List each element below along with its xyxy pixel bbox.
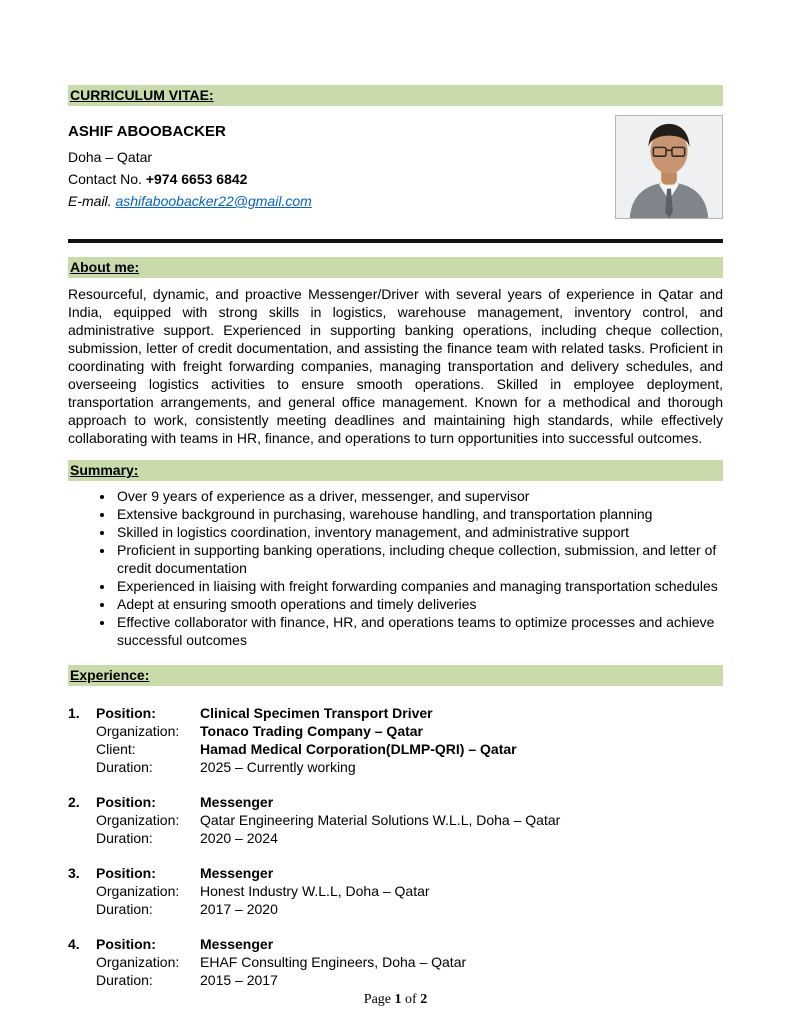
experience-entry <box>68 864 723 918</box>
experience-row-position <box>68 704 723 722</box>
experience-row-organization <box>68 811 723 829</box>
footer-text-before: Page <box>363 992 395 1007</box>
personal-info-section <box>68 120 723 219</box>
duration-label: Duration: <box>96 830 153 846</box>
candidate-name: ASHIF ABOOBACKER <box>68 123 226 140</box>
experience-heading: Experience: <box>70 667 150 683</box>
divider-rule <box>68 239 723 243</box>
position-label: Position: <box>96 794 156 810</box>
summary-item: • Experienced in liaising with freight forwarding companies and managing transportation schedules <box>115 577 723 595</box>
client-label: Client: <box>96 741 136 757</box>
organization-label: Organization: <box>96 883 180 899</box>
organization-value: Tonaco Trading Company – Qatar <box>200 723 424 739</box>
organization-label: Organization: <box>96 812 180 828</box>
organization-label: Organization: <box>96 954 180 970</box>
duration-label: Duration: <box>96 901 153 917</box>
position-label: Position: <box>96 705 156 721</box>
duration-label: Duration: <box>96 972 153 988</box>
contact-label: Contact No. <box>68 171 146 187</box>
experience-row-position <box>68 864 723 882</box>
summary-item: • Over 9 years of experience as a driver, messenger, and supervisor <box>115 487 723 505</box>
page-footer <box>0 992 791 1008</box>
entry-number: 4. <box>68 936 80 952</box>
email-link[interactable]: ashifaboobacker22@gmail.com <box>115 193 312 209</box>
duration-label: Duration: <box>96 759 153 775</box>
email-label: E-mail. <box>68 193 116 209</box>
footer-total-pages: 2 <box>420 992 428 1007</box>
position-label: Position: <box>96 936 156 952</box>
entry-number: 1. <box>68 705 80 721</box>
experience-row-client <box>68 740 723 758</box>
duration-value: 2025 – Currently working <box>200 759 356 775</box>
summary-bar <box>68 460 723 481</box>
footer-text-mid: of <box>401 992 421 1007</box>
experience-row-position <box>68 793 723 811</box>
about-me-heading: About me: <box>70 259 140 275</box>
summary-list <box>68 487 723 649</box>
summary-heading: Summary: <box>70 462 139 478</box>
contact-line <box>68 168 312 190</box>
summary-item: • Adept at ensuring smooth operations and timely deliveries <box>115 595 723 613</box>
profile-photo <box>615 115 723 219</box>
organization-value: Honest Industry W.L.L, Doha – Qatar <box>200 883 430 899</box>
organization-label: Organization: <box>96 723 180 739</box>
summary-item: • Extensive background in purchasing, warehouse handling, and transportation planning <box>115 505 723 523</box>
candidate-location: Doha – Qatar <box>68 149 153 165</box>
position-value: Messenger <box>200 865 274 881</box>
organization-value: EHAF Consulting Engineers, Doha – Qatar <box>200 954 467 970</box>
experience-row-organization <box>68 722 723 740</box>
experience-row-organization <box>68 953 723 971</box>
profile-photo-graphic <box>616 116 722 218</box>
position-label: Position: <box>96 865 156 881</box>
summary-item: • Skilled in logistics coordination, inventory management, and administrative support <box>115 523 723 541</box>
experience-bar <box>68 665 723 686</box>
about-me-paragraph: Resourceful, dynamic, and proactive Messenger/Driver with several years of experience in Qatar and India, equipped with strong skills in logistics, warehouse management, inventory control, and administrative support. Experienced in supporting banking operations, including cheque collection, submission, letter of credit documentation, and assisting the finance team with related tasks. Proficient in coordinating with freight forwarding companies, managing transportation and delivery schedules, and overseeing logistics activities to ensure smooth operations. Skilled in employee deployment, transportation arrangements, and general office management. Known for a methodical and thorough approach to work, consistently meeting deadlines and maintaining high standards, while effectively collaborating with teams in HR, finance, and operations to turn opportunities into successful outcomes. <box>68 286 723 446</box>
personal-text <box>68 120 312 212</box>
footer-page-number: 1 <box>394 992 402 1007</box>
position-value: Clinical Specimen Transport Driver <box>200 705 433 721</box>
duration-value: 2015 – 2017 <box>200 972 278 988</box>
duration-value: 2017 – 2020 <box>200 901 278 917</box>
about-me-bar <box>68 257 723 278</box>
experience-entry <box>68 793 723 847</box>
cv-title-bar <box>68 85 723 106</box>
experience-row-duration <box>68 900 723 918</box>
cv-title: CURRICULUM VITAE: <box>70 87 214 103</box>
experience-row-duration <box>68 829 723 847</box>
client-value: Hamad Medical Corporation(DLMP-QRI) – Qatar <box>200 741 517 757</box>
entry-number: 2. <box>68 794 80 810</box>
organization-value: Qatar Engineering Material Solutions W.L.L, Doha – Qatar <box>200 812 561 828</box>
duration-value: 2020 – 2024 <box>200 830 278 846</box>
experience-entry <box>68 704 723 776</box>
experience-row-position <box>68 935 723 953</box>
experience-entry <box>68 935 723 989</box>
experience-entries <box>68 704 723 989</box>
position-value: Messenger <box>200 936 274 952</box>
experience-row-duration <box>68 971 723 989</box>
contact-number: +974 6653 6842 <box>145 171 248 187</box>
position-value: Messenger <box>200 794 274 810</box>
summary-item: • Effective collaborator with finance, HR, and operations teams to optimize processes and achieve successful outcomes <box>115 613 723 649</box>
summary-item: • Proficient in supporting banking operations, including cheque collection, submission, and letter of credit documentation <box>115 541 723 577</box>
experience-row-duration <box>68 758 723 776</box>
email-line <box>68 190 312 212</box>
entry-number: 3. <box>68 865 80 881</box>
experience-row-organization <box>68 882 723 900</box>
